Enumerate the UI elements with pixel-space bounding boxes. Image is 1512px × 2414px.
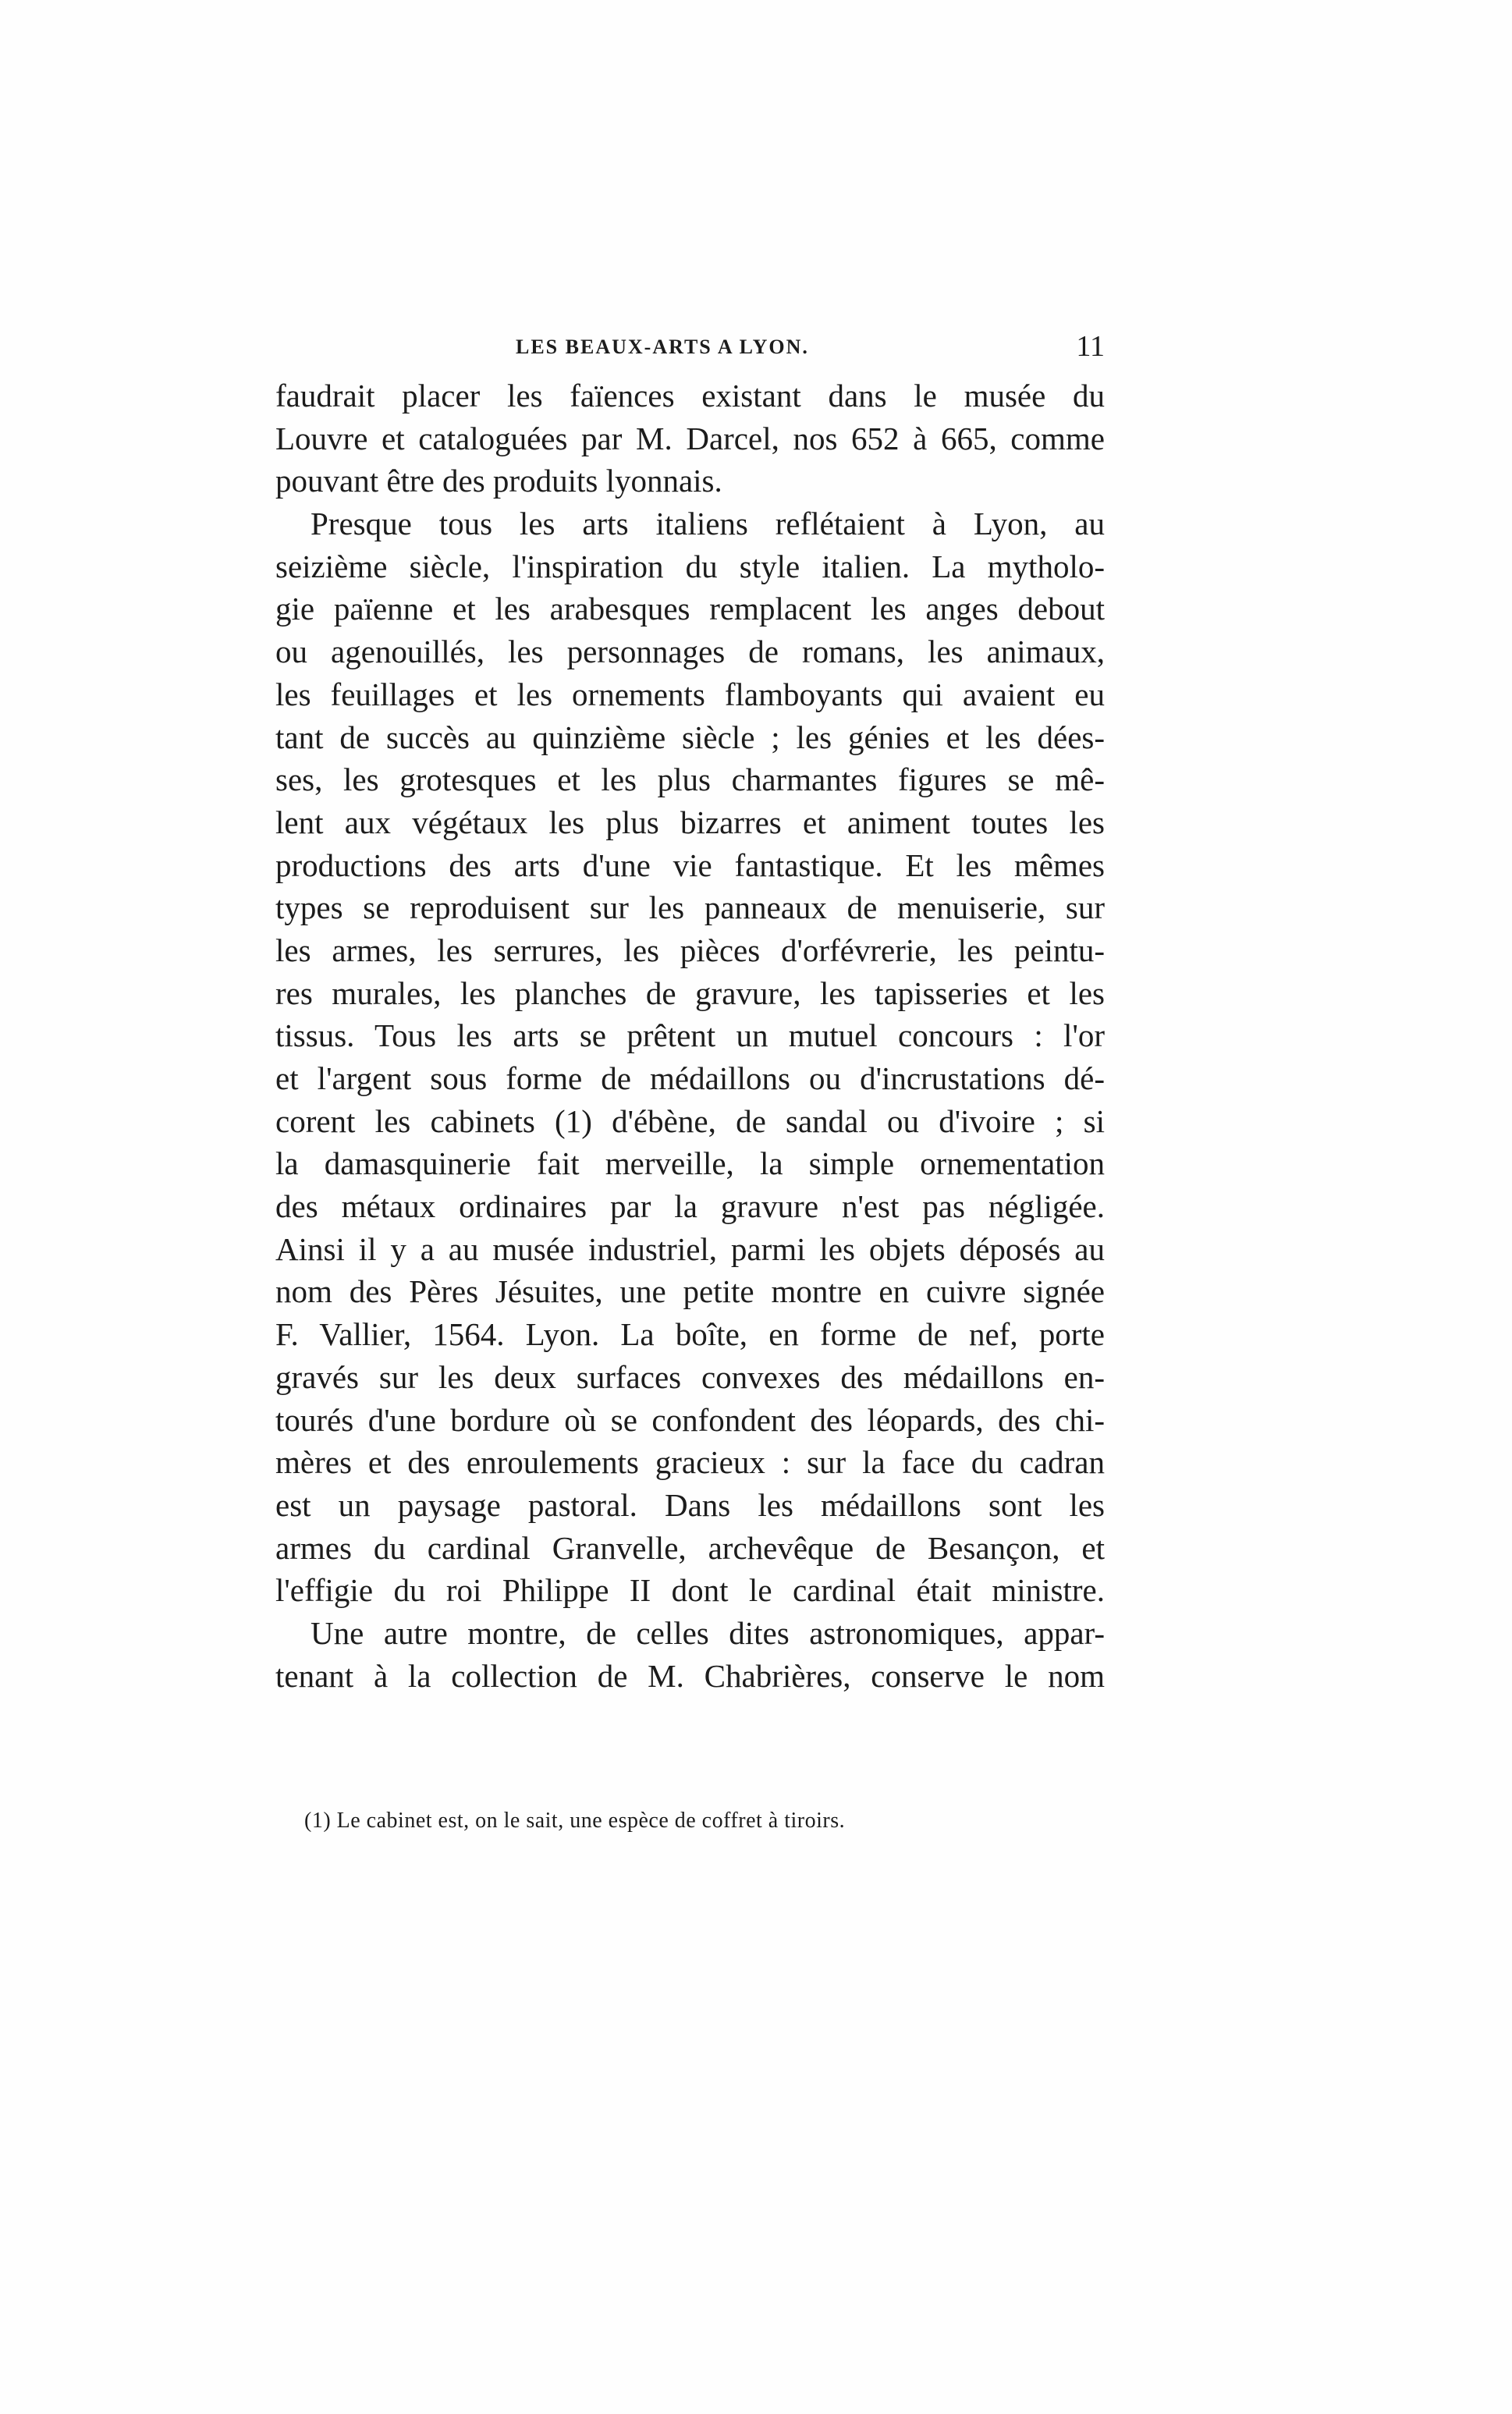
text-line: tant de succès au quinzième siècle ; les génies et les dées- (275, 719, 1105, 755)
footnote: (1) Le cabinet est, on le sait, une espèce de coffret à tiroirs. (304, 1809, 846, 1833)
text-line: F. Vallier, 1564. Lyon. La boîte, en forme de nef, porte (275, 1316, 1105, 1353)
text-line: types se reproduisent sur les panneaux de menuiserie, sur (275, 889, 1105, 926)
text-line: productions des arts d'une vie fantastique. Et les mêmes (275, 847, 1105, 883)
text-line: mères et des enroulements gracieux : sur la face du cadran (275, 1444, 1105, 1481)
text-line: armes du cardinal Granvelle, archevêque de Besançon, et (275, 1529, 1105, 1566)
text-line: Presque tous les arts italiens reflétaient à Lyon, au (311, 506, 1105, 542)
body-text (275, 375, 1105, 1697)
running-head (275, 329, 1105, 368)
text-line: faudrait placer les faïences existant dans le musée du (275, 378, 1105, 414)
text-line: Une autre montre, de celles dites astronomiques, appar- (311, 1614, 1105, 1651)
text-line: ses, les grotesques et les plus charmantes figures se mê- (275, 761, 1105, 798)
text-line: seizième siècle, l'inspiration du style italien. La mytholo- (275, 548, 1105, 584)
text-line: Louvre et cataloguées par M. Darcel, nos 652 à 665, comme (275, 420, 1105, 456)
running-title: LES BEAUX-ARTS A LYON. (516, 335, 809, 358)
page-number: 11 (1076, 330, 1105, 363)
text-line: et l'argent sous forme de médaillons ou d'incrustations dé- (275, 1060, 1105, 1096)
text-line: tourés d'une bordure où se confondent des léopards, des chi- (275, 1401, 1105, 1438)
text-line: l'effigie du roi Philippe II dont le cardinal était ministre. (275, 1572, 1105, 1609)
text-line: nom des Pères Jésuites, une petite montre en cuivre signée (275, 1273, 1105, 1310)
text-line: des métaux ordinaires par la gravure n'est pas négligée. (275, 1188, 1105, 1225)
text-line: ou agenouillés, les personnages de romans, les animaux, (275, 634, 1105, 670)
text-line: gie païenne et les arabesques remplacent les anges debout (275, 591, 1105, 627)
text-line: les feuillages et les ornements flamboyants qui avaient eu (275, 676, 1105, 712)
text-line: est un paysage pastoral. Dans les médaillons sont les (275, 1486, 1105, 1523)
text-line: tissus. Tous les arts se prêtent un mutuel concours : l'or (275, 1017, 1105, 1054)
text-line: pouvant être des produits lyonnais. (275, 463, 722, 499)
text-line: la damasquinerie fait merveille, la simple ornementation (275, 1145, 1105, 1182)
text-line: les armes, les serrures, les pièces d'orfévrerie, les peintu- (275, 932, 1105, 968)
text-line: Ainsi il y a au musée industriel, parmi les objets déposés au (275, 1230, 1105, 1267)
text-line: lent aux végétaux les plus bizarres et animent toutes les (275, 804, 1105, 840)
text-line: corent les cabinets (1) d'ébène, de sandal ou d'ivoire ; si (275, 1102, 1105, 1139)
text-line: res murales, les planches de gravure, les tapisseries et les (275, 974, 1105, 1011)
text-line: gravés sur les deux surfaces convexes des médaillons en- (275, 1358, 1105, 1395)
text-line: tenant à la collection de M. Chabrières, conserve le nom (275, 1657, 1105, 1694)
